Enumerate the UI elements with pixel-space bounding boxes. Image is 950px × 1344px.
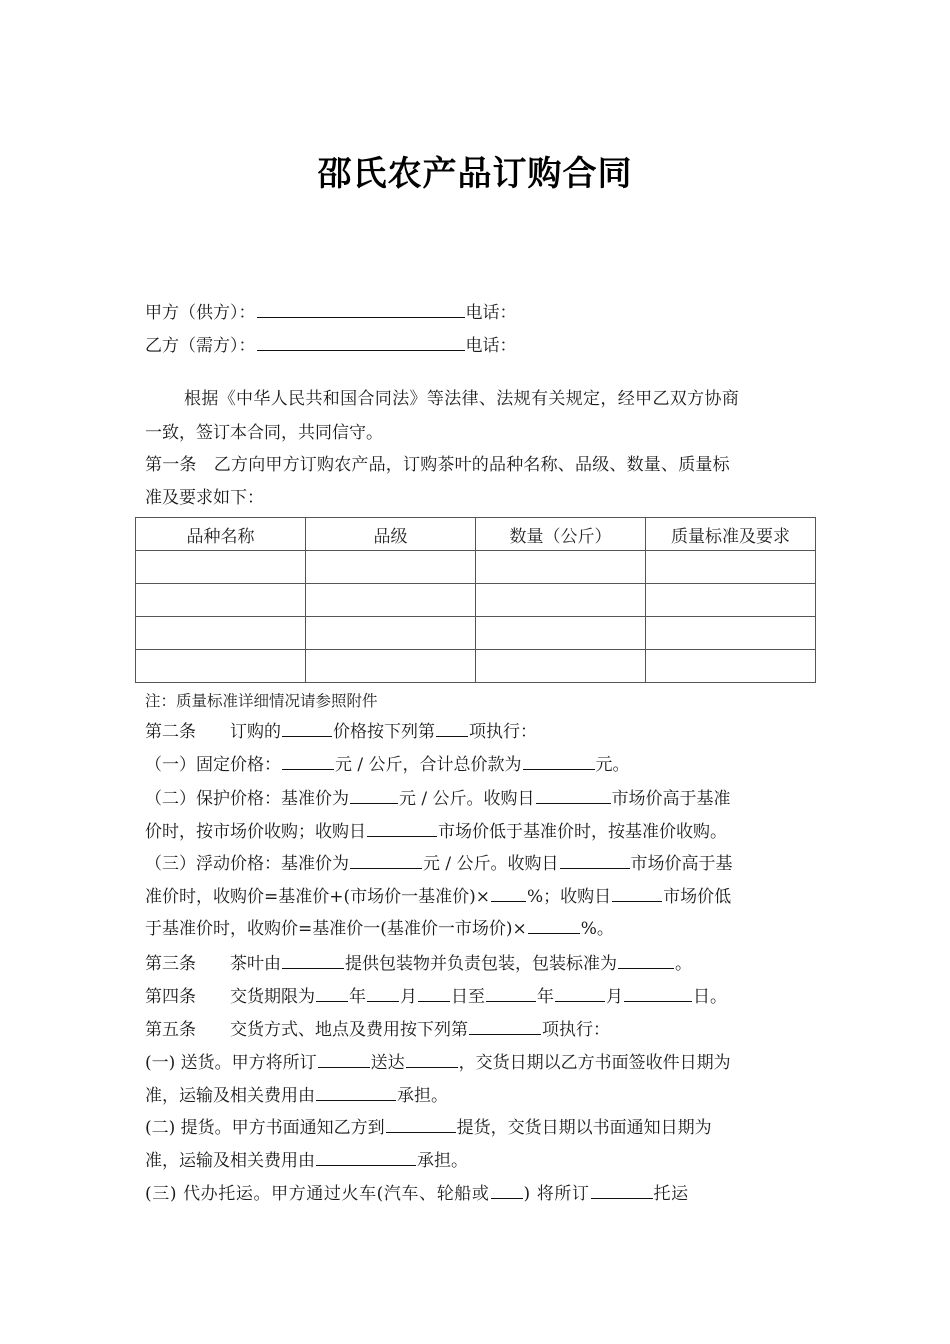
end-month-blank[interactable] <box>555 985 605 1002</box>
party-b-line <box>145 334 810 357</box>
float-price-line-1 <box>145 852 810 875</box>
table-cell[interactable] <box>476 551 646 584</box>
deliver-cost-bearer-blank[interactable] <box>316 1084 396 1101</box>
deliver-text-d: 准，运输及相关费用由 <box>145 1086 315 1106</box>
party-a-label: 甲方（供方）： <box>145 303 256 323</box>
col-grade: 品级 <box>306 518 476 551</box>
table-note: 注：质量标准详细情况请参照附件 <box>145 692 378 710</box>
table-row <box>136 617 816 650</box>
protect-price-label: （二）保护价格：基准价为 <box>145 789 349 809</box>
start-month-blank[interactable] <box>367 985 399 1002</box>
month-label-2: 月 <box>606 987 623 1007</box>
spec-table-header <box>136 518 816 551</box>
table-cell[interactable] <box>476 584 646 617</box>
ship-text-c: 托运 <box>653 1184 689 1204</box>
deliver-text-e: 承担。 <box>397 1086 448 1106</box>
deliver-line-1 <box>145 1051 810 1074</box>
article2-option-blank[interactable] <box>436 720 468 737</box>
float-base-price-blank[interactable] <box>350 852 422 869</box>
year-label-2: 年 <box>537 987 554 1007</box>
float-text-b: 元 / 公斤。收购日 <box>423 854 559 874</box>
pickup-line-2 <box>145 1149 810 1172</box>
day-label-1: 日至 <box>451 987 485 1007</box>
float-price-line-3 <box>145 917 810 940</box>
pickup-line-1 <box>145 1116 810 1139</box>
fixed-total-blank[interactable] <box>523 753 595 770</box>
float-price-label: （三）浮动价格：基准价为 <box>145 854 349 874</box>
table-row <box>136 650 816 683</box>
table-cell[interactable] <box>136 617 306 650</box>
float-text-e: %；收购日 <box>527 887 612 907</box>
float-price-line-2 <box>145 885 810 908</box>
deliver-line-2 <box>145 1084 810 1107</box>
table-cell[interactable] <box>136 551 306 584</box>
article3-text-a: 第三条 茶叶由 <box>145 954 281 974</box>
packaging-provider-blank[interactable] <box>282 952 344 969</box>
start-day-blank[interactable] <box>418 985 450 1002</box>
delivery-option-blank[interactable] <box>469 1018 541 1035</box>
article4-line <box>145 985 810 1008</box>
article1-line-2: 准及要求如下： <box>145 488 264 508</box>
protect-date-blank-1[interactable] <box>536 787 611 804</box>
table-cell[interactable] <box>476 650 646 683</box>
article2-product-blank[interactable] <box>282 720 332 737</box>
ship-mode-blank[interactable] <box>491 1182 523 1199</box>
fixed-price-label: （一）固定价格： <box>145 755 281 775</box>
article4-text-a: 第四条 交货期限为 <box>145 987 315 1007</box>
fixed-price-text-c: 元。 <box>595 755 630 775</box>
deliver-text-a: (一) 送货。甲方将所订 <box>145 1053 317 1073</box>
article2-text-b: 价格按下列第 <box>333 722 435 742</box>
pickup-text-d: 承担。 <box>417 1151 468 1171</box>
pickup-cost-bearer-blank[interactable] <box>316 1149 416 1166</box>
preamble-line-2: 一致，签订本合同，共同信守。 <box>145 423 383 443</box>
article5-line <box>145 1018 810 1041</box>
article2-line <box>145 720 810 743</box>
col-quality-standard: 质量标准及要求 <box>646 518 816 551</box>
party-a-phone-label: 电话： <box>465 303 517 323</box>
deliver-text-c: ，交货日期以乙方书面签收件日期为 <box>458 1053 731 1073</box>
ship-text-a: (三) 代办托运。甲方通过火车(汽车、轮船或 <box>145 1184 490 1204</box>
ship-text-b: ) 将所订 <box>523 1184 590 1204</box>
pickup-location-blank[interactable] <box>386 1116 456 1133</box>
party-b-name-field[interactable] <box>257 334 465 351</box>
protect-text-e: 市场价低于基准价时，按基准价收购。 <box>438 822 727 842</box>
fixed-price-text-b: 元 / 公斤，合计总价款为 <box>335 755 522 775</box>
table-cell[interactable] <box>306 584 476 617</box>
deliver-destination-blank[interactable] <box>406 1051 458 1068</box>
year-label-1: 年 <box>349 987 366 1007</box>
protect-text-b: 元 / 公斤。收购日 <box>399 789 535 809</box>
fixed-unit-price-blank[interactable] <box>282 753 334 770</box>
protect-text-d: 价时，按市场价收购；收购日 <box>145 822 366 842</box>
article5-text-b: 项执行： <box>542 1020 610 1040</box>
table-cell[interactable] <box>646 584 816 617</box>
table-cell[interactable] <box>646 617 816 650</box>
table-cell[interactable] <box>646 551 816 584</box>
deliver-goods-blank[interactable] <box>318 1051 370 1068</box>
protect-base-price-blank[interactable] <box>350 787 398 804</box>
party-a-line <box>145 301 810 324</box>
ship-line-1 <box>145 1182 810 1205</box>
protect-price-line-1 <box>145 787 810 810</box>
fixed-price-line <box>145 753 810 776</box>
col-variety-name: 品种名称 <box>136 518 306 551</box>
party-b-phone-label: 电话： <box>465 336 517 356</box>
table-cell[interactable] <box>136 584 306 617</box>
table-row <box>136 584 816 617</box>
float-text-d: 准价时，收购价=基准价+(市场价一基准价)× <box>145 887 490 907</box>
article5-text-a: 第五条 交货方式、地点及费用按下列第 <box>145 1020 468 1040</box>
article2-text-c: 项执行： <box>469 722 537 742</box>
col-quantity: 数量（公斤） <box>476 518 646 551</box>
preamble-line-1: 根据《中华人民共和国合同法》等法律、法规有关规定，经甲乙双方协商 <box>184 389 740 409</box>
float-percent-blank-1[interactable] <box>491 885 526 902</box>
table-cell[interactable] <box>136 650 306 683</box>
end-year-blank[interactable] <box>486 985 536 1002</box>
end-day-blank[interactable] <box>624 985 692 1002</box>
ship-goods-blank[interactable] <box>591 1182 653 1199</box>
protect-price-line-2 <box>145 820 810 843</box>
party-a-name-field[interactable] <box>257 301 465 318</box>
table-cell[interactable] <box>306 617 476 650</box>
table-row <box>136 551 816 584</box>
pickup-text-a: (二) 提货。甲方书面通知乙方到 <box>145 1118 385 1138</box>
deliver-text-b: 送达 <box>370 1053 405 1073</box>
month-label-1: 月 <box>400 987 417 1007</box>
protect-date-blank-2[interactable] <box>367 820 437 837</box>
float-text-g: 于基准价时，收购价=基准价一(基准价一市场价)× <box>145 919 527 939</box>
article2-text-a: 第二条 订购的 <box>145 722 281 742</box>
float-date-blank-2[interactable] <box>612 885 662 902</box>
contract-title: 邵氏农产品订购合同 <box>317 154 633 194</box>
pickup-text-c: 准，运输及相关费用由 <box>145 1151 315 1171</box>
table-cell[interactable] <box>476 617 646 650</box>
article3-text-c: 。 <box>675 954 692 974</box>
float-text-c: 市场价高于基 <box>630 854 733 874</box>
day-label-2: 日。 <box>693 987 727 1007</box>
party-b-label: 乙方（需方）： <box>145 336 256 356</box>
article1-line-1: 第一条 乙方向甲方订购农产品，订购茶叶的品种名称、品级、数量、质量标 <box>145 455 730 475</box>
table-cell[interactable] <box>306 551 476 584</box>
packaging-standard-blank[interactable] <box>618 952 674 969</box>
float-percent-blank-2[interactable] <box>528 917 580 934</box>
float-text-h: %。 <box>580 919 614 939</box>
spec-table <box>135 517 816 683</box>
table-cell[interactable] <box>646 650 816 683</box>
table-cell[interactable] <box>306 650 476 683</box>
article3-line <box>145 952 810 975</box>
pickup-text-b: 提货，交货日期以书面通知日期为 <box>456 1118 712 1138</box>
start-year-blank[interactable] <box>316 985 348 1002</box>
float-date-blank-1[interactable] <box>560 852 630 869</box>
protect-text-c: 市场价高于基准 <box>611 789 731 809</box>
article3-text-b: 提供包装物并负责包装，包装标准为 <box>345 954 617 974</box>
float-text-f: 市场价低 <box>663 887 732 907</box>
